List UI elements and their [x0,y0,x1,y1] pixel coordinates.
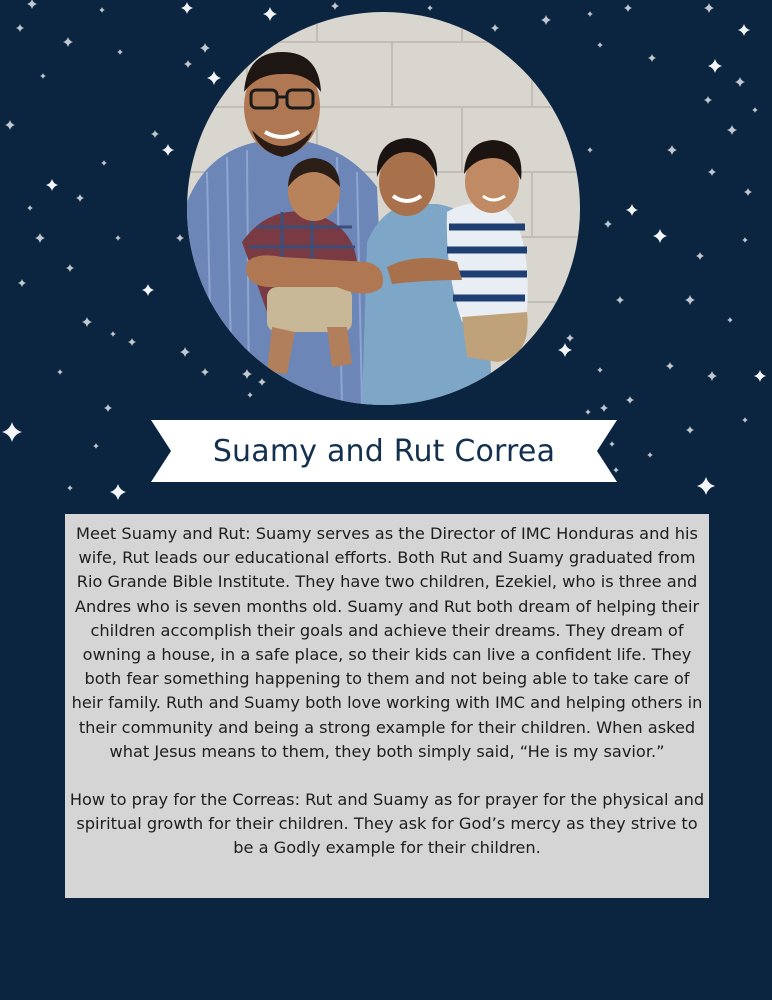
star-icon [541,15,551,25]
star-icon [727,317,733,323]
star-icon [752,107,758,113]
star-icon [200,43,210,53]
star-icon [696,252,704,260]
star-icon [653,229,667,243]
star-icon [616,296,624,304]
star-icon [585,409,591,415]
star-icon [754,370,766,382]
page-title: Suamy and Rut Correa [212,433,556,469]
star-icon [115,235,121,241]
star-icon [708,168,716,176]
star-icon [648,54,656,62]
star-icon [35,233,45,243]
star-icon [427,5,433,11]
star-icon [647,452,653,458]
star-icon [18,279,26,287]
star-icon [242,369,252,379]
star-icon [697,477,715,495]
star-icon [40,73,46,79]
star-icon [57,369,63,375]
star-icon [181,2,193,14]
star-icon [704,96,712,104]
bio-paragraph: Meet Suamy and Rut: Suamy serves as the Director of IMC Honduras and his wife, Rut leads our educational efforts. Both Rut and Suamy graduated from Rio Grande Bible Institute. They have two children, Ezekiel, who is three and Andres who is seven months old. Suamy and Rut both dream of helping their children accomplish their goals and achieve their dreams. They dream of owning a house, in a safe place, so their kids can live a confident life. They both fear something happening to them and not being able to take care of heir family. Ruth and Suamy both love working with IMC and helping others in their community and being a strong example for their children. When asked what Jesus means to them, they both simply said, “He is my savior.” [71,524,703,761]
star-icon [184,60,192,68]
star-icon [263,7,277,21]
family-photo [187,12,580,405]
prayer-paragraph: How to pray for the Correas: Rut and Suamy as for prayer for the physical and spiritual growth for their children. They ask for God’s mercy as they strive to be a Godly example for their children. [69,790,705,858]
star-icon [76,194,84,202]
star-icon [110,331,116,337]
star-icon [93,443,99,449]
star-icon [207,71,221,85]
star-icon [604,220,612,228]
star-icon [600,404,608,412]
star-icon [117,49,123,55]
star-icon [708,59,722,73]
star-icon [110,484,126,500]
star-icon [142,284,154,296]
star-icon [626,204,638,216]
star-icon [82,317,92,327]
star-icon [63,37,73,47]
star-icon [704,3,714,13]
star-icon [66,264,74,272]
star-icon [27,205,33,211]
star-icon [101,160,107,166]
star-icon [686,426,694,434]
star-icon [104,404,112,412]
star-icon [128,338,136,346]
star-icon [247,392,253,398]
star-icon [27,0,37,9]
star-icon [597,367,603,373]
star-icon [180,347,190,357]
star-icon [685,295,695,305]
star-icon [667,145,677,155]
star-icon [16,24,24,32]
star-icon [597,42,603,48]
star-icon [707,371,717,381]
star-icon [624,4,632,12]
star-icon [331,2,339,10]
star-icon [67,485,73,491]
star-icon [176,234,184,242]
star-icon [626,396,634,404]
star-icon [727,125,737,135]
star-icon [162,144,174,156]
star-icon [742,417,748,423]
title-banner [151,420,617,482]
star-icon [735,77,745,87]
star-icon [5,120,15,130]
star-icon [258,378,266,386]
star-icon [566,334,574,342]
star-icon [46,179,58,191]
star-icon [99,7,105,13]
star-icon [558,343,572,357]
star-icon [2,422,22,442]
star-icon [491,24,499,32]
description-box [65,514,709,898]
star-icon [587,147,593,153]
star-icon [744,188,752,196]
star-icon [587,11,593,17]
star-icon [738,24,750,36]
star-icon [201,368,209,376]
star-icon [742,237,748,243]
star-icon [666,362,674,370]
star-icon [151,130,159,138]
